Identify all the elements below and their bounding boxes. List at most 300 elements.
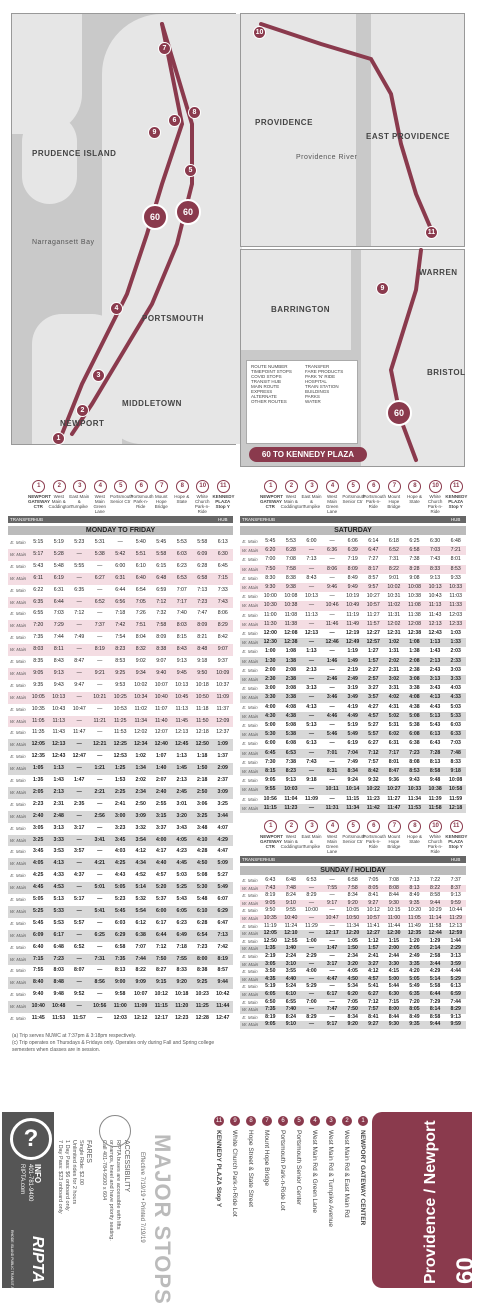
major-stop: West Main Rd & Green Lane [311,1130,318,1213]
table-row [8,573,233,585]
time-cell: 5:46 [326,731,338,738]
time-cell: 1:02 [135,753,146,760]
time-cell: 9:18 [197,658,208,664]
time-cell: 6:25 [409,538,420,544]
main-route-map[interactable]: 60 60 7 8 6 5 9 4 3 2 1 PRUDENCE ISLAND PORTSMOUTH MIDDLETOWN NEWPORT Narragansett Bay [11,13,236,445]
timepoint-row [32,480,237,493]
place-middletown: MIDDLETOWN [122,399,182,408]
trip-origin: W. Main [9,980,27,986]
time-cell: 6:53 [176,574,187,581]
time-cell: 3:43 [176,824,187,831]
time-cell: 4:13 [306,703,317,710]
time-cell: 12:50 [195,741,209,748]
time-cell: 4:50 [347,975,358,982]
time-cell: 12:17 [154,1015,168,1021]
timepoint-marker: 2 [285,820,298,833]
time-cell: 4:52 [135,872,146,879]
time-cell: 7:12 [156,598,167,605]
effective-date: Effective 7/19/19 • Printed 7/19/19 [139,1152,145,1243]
time-cell: — [329,922,335,929]
time-cell: 5:43 [176,896,187,902]
time-cell: 8:00 [197,955,208,962]
time-cell: 7:50 [156,955,167,962]
route-number: 60 [452,1257,479,1284]
providence-map[interactable]: 10 11 PROVIDENCE EAST PROVIDENCE Providence River [240,13,465,247]
time-cell: 10:21 [93,693,107,700]
time-cell: 10:02 [387,584,401,590]
trip-origin: W. Main [9,932,27,938]
time-cell: 3:20 [176,812,187,819]
time-cell: 8:13 [429,758,441,765]
trip-origin: W. Main [9,813,27,819]
time-cell: 8:29 [217,622,228,629]
time-cell: 12:10 [284,930,298,937]
time-cell: 4:13 [53,860,64,867]
time-cell: 7:42 [115,622,126,629]
weekday-table [8,480,233,1040]
trip-origin: E. Main [10,682,26,688]
time-cell: 1:57 [368,657,379,664]
time-cell: 9:07 [217,646,228,653]
time-cell: 10:14 [346,786,360,793]
time-cell: 5:48 [53,562,64,569]
time-cell: 2:23 [33,800,44,807]
time-cell: 10:27 [366,593,380,600]
time-cell: — [329,758,335,765]
time-cell: 5:00 [265,722,276,728]
time-cell: 5:45 [33,919,44,926]
table-row [240,546,466,555]
time-cell: 4:21 [94,860,105,867]
table-row [240,877,466,885]
trip-origin: W. Main [241,603,259,609]
time-cell: 3:08 [409,676,420,682]
major-stop: Portsmouth Senior Center [295,1130,302,1206]
table-row [240,930,466,938]
time-cell: — [308,639,315,646]
time-cell: — [97,753,103,760]
time-cell: 3:17 [326,960,338,967]
time-cell: 8:19 [94,646,105,653]
time-cell: 7:35 [115,955,126,962]
time-cell: 8:40 [33,979,44,986]
table-row [240,923,466,931]
table-row [8,668,233,680]
time-cell: 11:27 [387,795,401,802]
time-cell: 11:37 [216,705,230,712]
time-cell: 7:23 [409,749,420,756]
time-cell: 5:08 [197,872,208,879]
time-cell: 11:43 [428,611,442,618]
column-header: Hope & State [174,494,190,504]
table-row [240,703,466,712]
time-cell: 5:20 [156,884,167,891]
column-header: West Main Green Lane [325,834,339,854]
time-cell: 7:29 [429,998,441,1005]
time-cell: 7:03 [430,547,441,554]
time-cell: 7:51 [135,622,146,629]
time-cell: 11:53 [407,804,421,811]
time-cell: 1:12 [368,937,379,944]
time-cell: 10:53 [113,705,127,712]
time-cell: 6:20 [347,991,358,997]
time-cell: 12:03 [113,1015,127,1021]
trip-origin: E. Main [10,944,26,950]
time-cell: 12:53 [113,753,127,760]
time-cell: 3:46 [326,694,338,701]
trip-origin: W. Main [9,599,27,605]
table-row [8,608,233,620]
time-cell: 4:02 [388,694,400,701]
time-cell: 12:02 [387,620,401,627]
time-cell: 6:58 [347,877,358,883]
place-providence-river: Providence River [296,154,358,161]
time-cell: 6:27 [368,991,379,997]
time-cell: 1:05 [347,937,358,944]
time-cell: 11:38 [284,620,298,627]
time-cell: 9:35 [409,1021,420,1028]
time-cell: — [308,899,315,906]
fares-title: FARES [85,1140,92,1163]
time-cell: 4:15 [388,968,400,975]
time-cell: 9:27 [368,1021,379,1028]
time-cell: 6:31 [53,586,64,593]
time-cell: 9:40 [156,669,167,676]
trip-origin: E. Main [10,992,26,998]
time-cell: 2:43 [429,666,441,673]
trip-origin: W. Main [241,961,259,967]
table-row [8,739,233,751]
time-cell: — [76,884,82,891]
time-cell: 8:22 [430,884,441,891]
table-row [240,647,466,656]
time-cell: 12:17 [325,930,339,937]
time-cell: 11:57 [366,620,380,627]
timepoint-marker: 5 [347,480,360,493]
saturday-table [240,480,466,815]
time-cell: 3:54 [135,836,146,843]
column-header: White Church Park-n-Ride [427,494,443,514]
time-cell: 5:13 [53,896,64,902]
time-cell: 12:25 [113,741,127,748]
time-cell: — [76,788,82,795]
time-cell: 2:33 [450,657,461,664]
time-cell: 6:07 [217,896,228,902]
time-cell: 9:49 [347,584,358,590]
stop-number: 6 [278,1116,288,1126]
trip-origin: E. Main [242,893,258,899]
time-cell: 1:08 [409,639,420,646]
time-cell: 9:20 [347,899,358,906]
time-cell: 3:20 [347,960,358,967]
time-cell: 3:00 [115,812,126,819]
table-row [240,537,466,546]
time-cell: 5:05 [115,884,126,891]
trip-origin: E. Main [10,754,26,760]
column-header: Portsmouth Park-n-Ride [130,494,154,509]
trip-origin: W. Main [9,908,27,914]
time-cell: 7:20 [33,622,44,629]
transfer-hub: HUB [265,857,276,862]
time-cell: 6:23 [176,919,187,926]
trip-origin: E. Main [10,968,26,974]
timepoint-marker: 3 [73,480,86,493]
time-cell: 5:14 [135,884,146,891]
time-cell: 4:07 [217,824,228,831]
time-cell: 4:00 [156,836,167,843]
table-row [240,795,466,804]
time-cell: 11:05 [408,915,421,921]
time-cell: 5:00 [388,975,400,982]
time-cell: 7:48 [285,884,296,891]
time-cell: — [76,765,82,772]
time-cell: 6:38 [409,740,420,747]
time-cell: — [308,694,315,701]
time-cell: 9:13 [176,658,187,664]
time-cell: 11:29 [305,922,318,929]
trip-origin: E. Main [242,778,258,784]
time-cell: — [308,676,315,682]
time-cell: 2:08 [285,666,297,673]
place-portsmouth: PORTSMOUTH [142,314,204,323]
table-row [8,930,233,942]
time-cell: 2:07 [156,777,167,783]
timepoint-marker: 10 [429,820,442,833]
trip-origin: W. Main [241,640,259,646]
trip-origin: E. Main [242,539,258,544]
time-cell: 5:38 [409,722,420,728]
column-header: West Main & Coddington [48,494,72,509]
time-cell: 6:52 [388,547,399,554]
table-row [240,961,466,969]
transfer-row [8,516,233,523]
time-cell: 9:17 [326,1021,338,1028]
time-cell: — [76,812,82,819]
time-cell: 12:50 [263,937,277,944]
timepoint-marker: 4 [326,820,339,833]
time-cell: 12:35 [31,753,45,760]
time-cell: 10:43 [52,705,66,712]
time-cell: 9:37 [217,658,228,664]
time-cell: 4:57 [368,712,379,719]
time-cell: 7:26 [135,610,146,617]
trip-origin: E. Main [242,612,258,618]
time-cell: 1:05 [33,765,44,772]
table-row [8,656,233,668]
time-cell: 6:06 [347,538,358,544]
time-cell: 4:38 [285,712,297,719]
time-cell: 2:08 [409,657,420,664]
time-cell: 11:42 [366,804,380,811]
time-cell: 6:30 [217,550,228,557]
major-stops-title: MAJOR STOPS [150,1134,175,1305]
time-cell: 8:29 [450,1006,461,1013]
time-cell: 3:13 [450,953,461,959]
time-cell: 6:48 [53,943,64,950]
time-cell: 7:54 [115,634,126,641]
time-cell: 11:35 [31,729,45,736]
time-cell: 8:34 [347,892,358,899]
time-cell: 2:13 [53,788,64,795]
table-row [8,954,233,966]
time-cell: 7:13 [306,556,317,563]
direction-banner: 60 TO KENNEDY PLAZA [249,447,367,462]
time-cell: 3:06 [197,800,208,807]
trip-origin: E. Main [242,686,258,692]
time-cell: 2:13 [429,657,441,664]
time-cell: — [76,741,82,748]
time-cell: 11:29 [449,915,462,921]
time-cell: 3:17 [74,824,85,831]
info-icon: ? [10,1118,52,1160]
time-cell: 10:12 [154,991,168,998]
time-cell: 8:09 [197,622,208,629]
table-row [240,776,466,785]
time-cell: 8:38 [197,967,208,974]
time-cell: 12:21 [93,741,107,748]
time-cell: 5:31 [388,722,400,728]
table-row [8,799,233,811]
time-cell: 11:08 [284,611,298,618]
time-cell: 6:19 [53,574,64,581]
time-cell: 6:58 [115,943,126,950]
time-cell: 6:27 [368,740,379,747]
time-cell: 8:38 [156,646,167,653]
time-cell: 9:01 [388,574,399,581]
time-cell: 7:29 [53,622,64,629]
time-cell: 7:43 [265,884,276,891]
time-cell: 12:05 [263,930,277,937]
time-cell: 1:20 [409,937,420,944]
time-cell: 1:44 [450,937,461,944]
time-cell: 7:05 [368,877,379,883]
time-cell: — [76,550,82,557]
time-cell: 8:13 [115,967,126,974]
table-row [240,804,466,813]
time-cell: 6:15 [156,562,167,569]
table-row [240,749,466,758]
transfer-hub: HUB [450,517,461,522]
time-cell: 2:50 [197,788,208,795]
column-header: West Main & Coddington [280,494,304,509]
time-cell: 3:41 [94,836,105,843]
time-cell: 10:08 [449,777,463,784]
table-row [240,693,466,702]
time-cell: 5:23 [74,539,85,545]
time-cell: 5:14 [429,975,441,982]
time-cell: 6:08 [285,740,297,747]
time-cell: 1:43 [429,648,441,655]
time-cell: 10:47 [325,915,339,921]
trip-origin: E. Main [242,759,258,765]
time-cell: — [97,586,103,593]
time-cell: 12:23 [175,1015,189,1021]
time-cell: 6:59 [450,991,461,997]
table-row [240,976,466,984]
time-cell: 8:33 [450,758,461,765]
time-cell: — [76,836,82,843]
time-cell: 7:35 [33,634,44,641]
time-cell: 4:47 [326,975,338,982]
time-cell: 10:40 [154,693,168,700]
time-cell: 3:45 [115,836,126,843]
time-cell: 9:47 [74,681,85,688]
time-cell: 3:55 [285,968,297,975]
time-cell: 9:05 [265,899,276,906]
time-cell: 10:47 [72,705,86,712]
trip-origin: W. Main [9,647,27,653]
time-cell: 12:07 [154,729,168,736]
time-cell: 8:24 [285,892,296,899]
time-cell: — [308,1021,315,1028]
time-cell: 2:03 [450,648,461,655]
time-cell: 11:33 [449,602,462,609]
time-cell: 6:17 [156,919,167,926]
time-cell: 9:10 [285,1021,297,1028]
bristol-map[interactable]: 9 60 BARRINGTON WARREN BRISTOL ROUTE NUMBER TIMEPOINT STOPS COVID STOPS TRANSIT HUB MAIN ROUTE EXPRESS ALTERNATE OTHER ROUTES TRANSFER FARE PRODUCTS PARK 'N' RIDE HOSPITAL TRAIN STATION BUILDINGS PARKS WATER 60 TO KENNEDY PLAZA [240,249,465,467]
time-cell: 10:49 [346,602,360,609]
time-cell: 6:10 [135,562,146,569]
column-header: Portsmouth Park-n-Ride [363,494,387,509]
timepoint-marker: 11 [450,480,463,493]
time-cell: 3:05 [33,824,44,831]
info-title: INFO [33,1164,42,1184]
trip-origin: W. Main [9,718,27,724]
time-cell: 8:53 [115,658,126,664]
column-header: West Main Green Lane [93,494,106,514]
time-cell: 6:48 [450,538,461,544]
time-cell: — [76,860,82,867]
time-cell: 11:13 [52,717,66,724]
time-cell: 3:25 [217,800,228,807]
time-cell: 11:57 [72,1015,86,1021]
time-cell: — [308,565,315,572]
time-cell: 8:27 [156,967,167,974]
time-cell: 9:25 [115,669,126,676]
table-row [8,775,233,787]
time-cell: 5:13 [306,722,317,728]
time-cell: 4:20 [409,968,420,975]
time-cell: 11:09 [304,795,318,802]
time-cell: — [76,669,82,676]
time-cell: 8:29 [306,1013,317,1020]
time-cell: 6:53 [306,877,317,883]
time-cell: 10:20 [407,907,421,914]
time-cell: 2:31 [53,800,64,807]
time-cell: 11:14 [428,915,442,921]
time-cell: 7:38 [285,758,297,765]
time-cell: 3:27 [368,685,379,692]
time-cell: 2:41 [115,800,126,807]
table-row [8,870,233,882]
table-row [240,684,466,693]
time-cell: — [329,648,335,655]
column-header: NEWPORT GATEWAY CTR [260,834,283,849]
table-row [240,953,466,961]
time-cell: 8:49 [409,892,420,899]
table-row [8,1013,233,1025]
time-cell: 12:43 [52,753,66,760]
stop-number: 7 [262,1116,272,1126]
time-cell: 12:20 [346,930,360,937]
time-cell: 11:02 [134,705,148,712]
time-cell: 6:10 [197,907,208,914]
time-cell: 3:10 [285,960,297,967]
table-row [8,811,233,823]
trip-origin: E. Main [242,1014,258,1020]
trip-origin: W. Main [9,789,27,795]
time-cell: 5:25 [176,884,187,891]
